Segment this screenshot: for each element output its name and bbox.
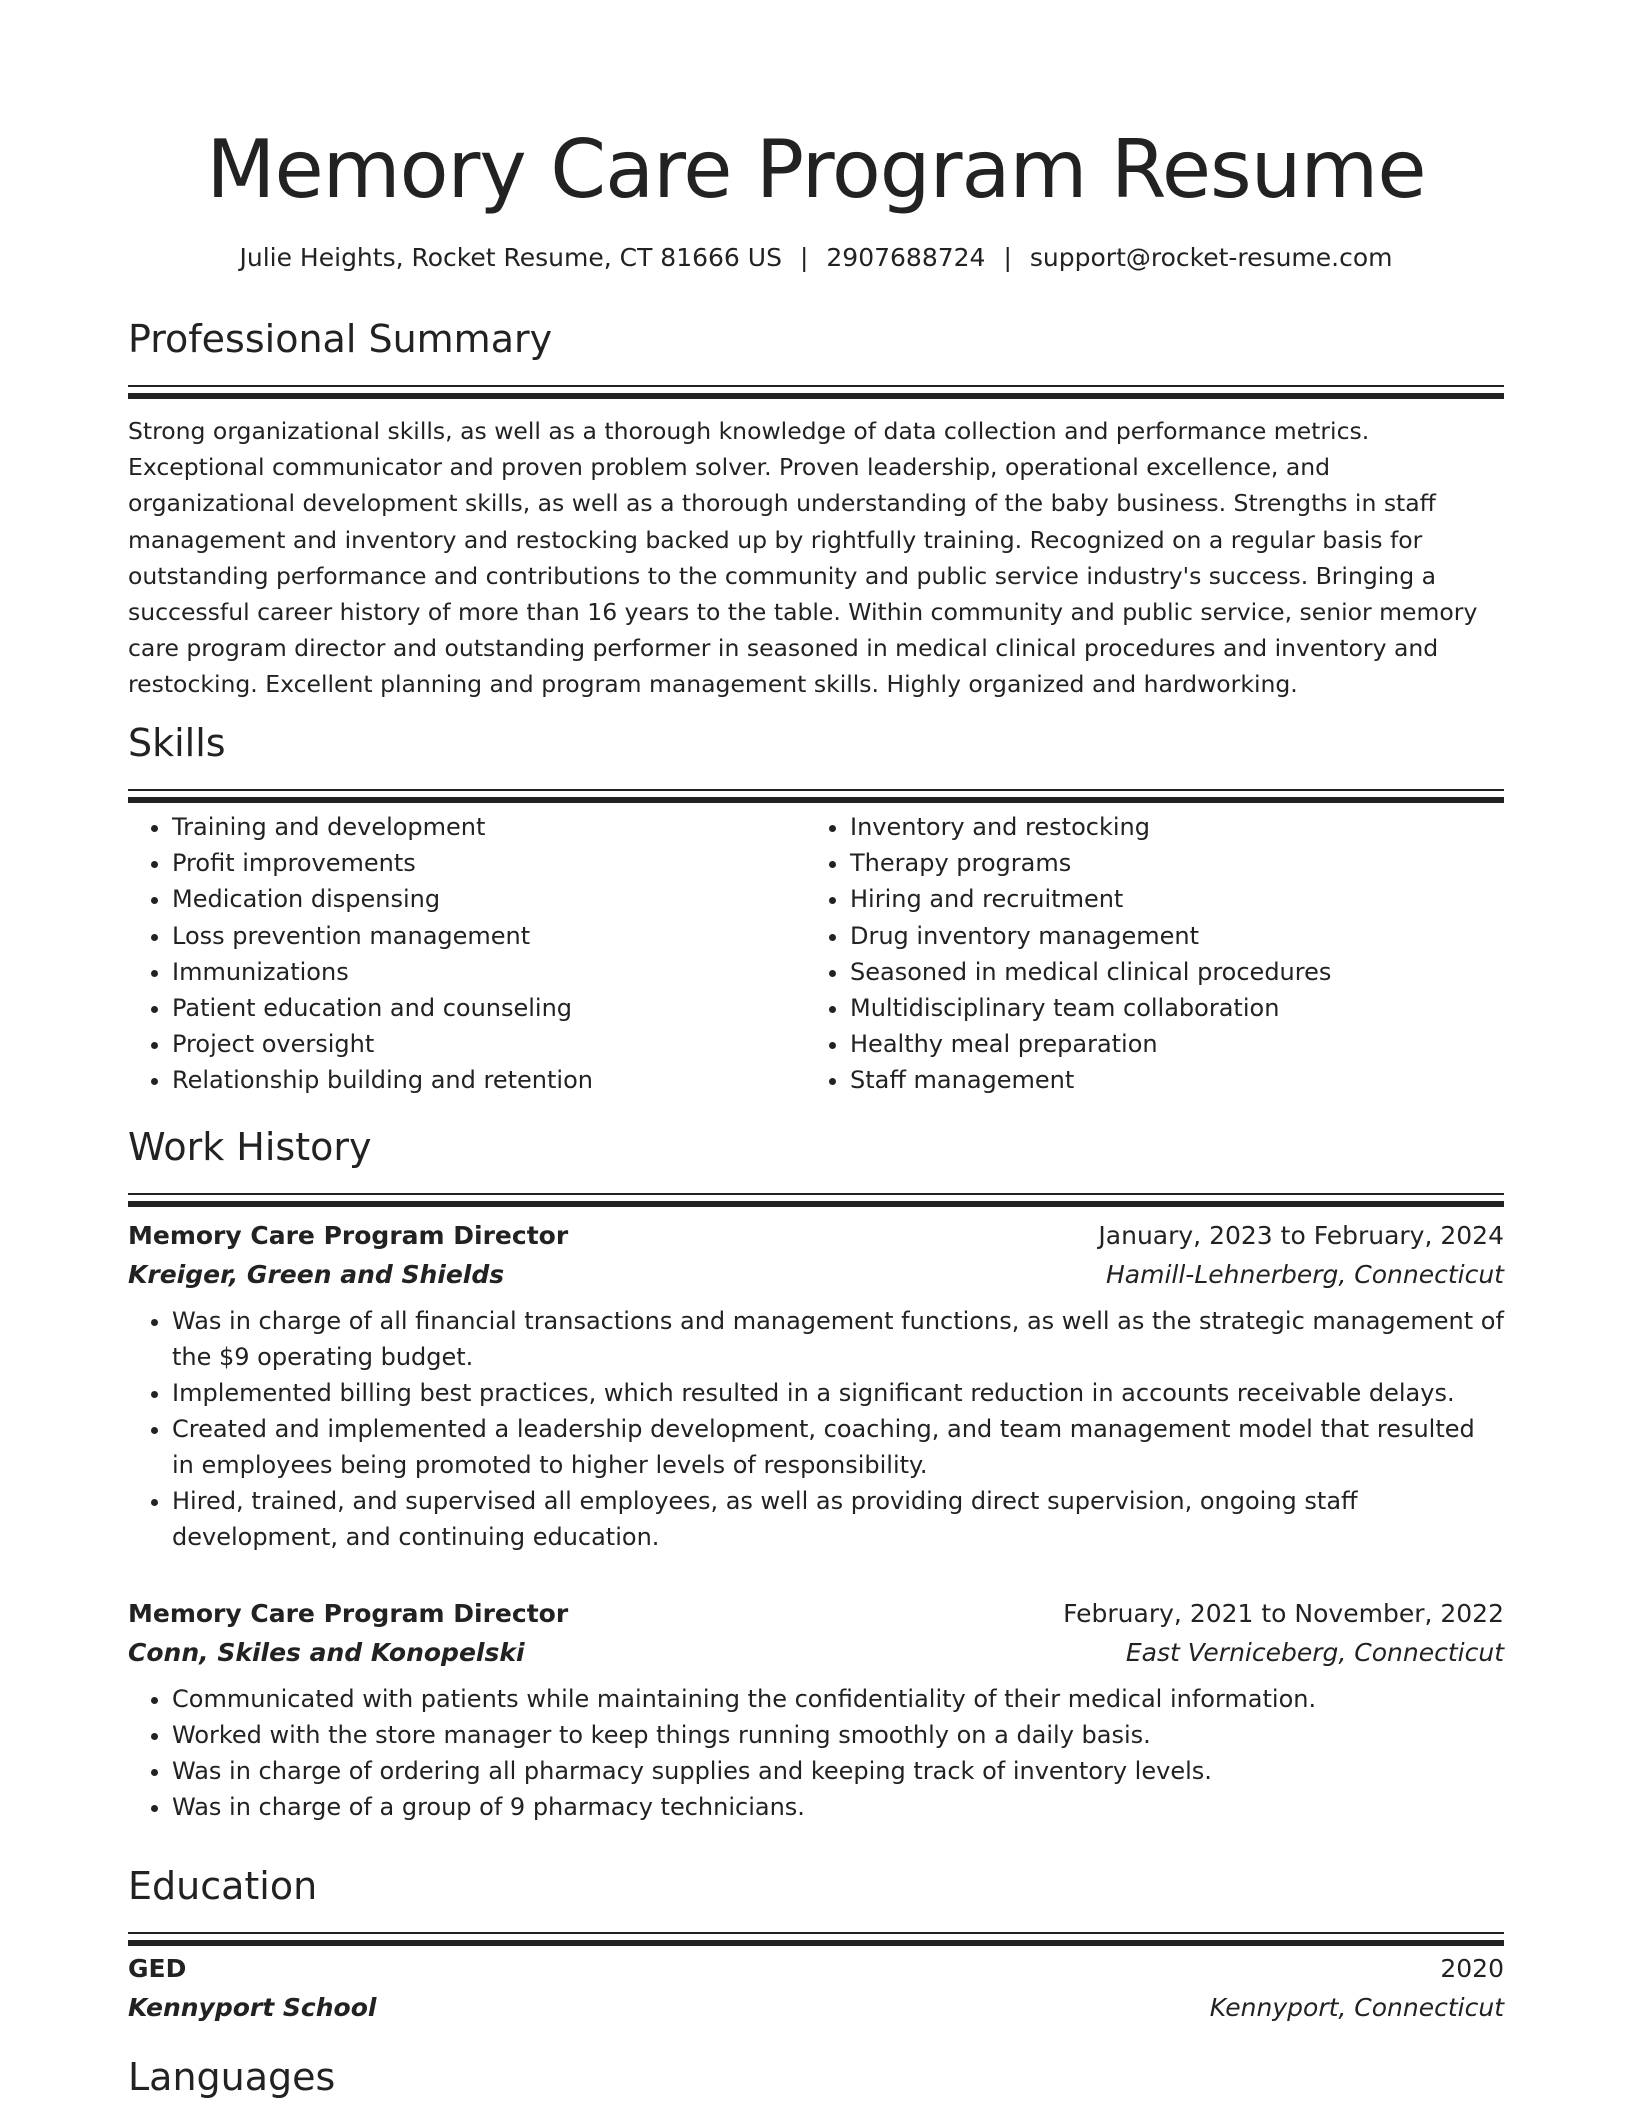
job-dates: January, 2023 to February, 2024	[1098, 1221, 1504, 1250]
skill-item: • Staff management	[850, 1062, 1484, 1098]
skills-list-left	[128, 809, 806, 1099]
resume-page	[128, 0, 1504, 2099]
job-company: Kreiger, Green and Shields	[128, 1260, 505, 1289]
job-bullet: • Was in charge of a group of 9 pharmacy technicians.	[172, 1789, 1504, 1825]
resume-title: Memory Care Program Resume	[206, 123, 1426, 216]
skill-item: • Hiring and recruitment	[850, 881, 1484, 917]
education-header	[128, 1950, 1504, 1988]
skills-list-right	[806, 809, 1484, 1099]
skill-item: • Patient education and counseling	[172, 990, 806, 1026]
job-bullet: • Implemented billing best practices, which resulted in a significant reduction in accounts receivable delays.	[172, 1375, 1504, 1411]
education-subheader	[128, 1988, 1504, 2028]
section-divider	[128, 1932, 1504, 1938]
job-bullet: • Hired, trained, and supervised all employees, as well as providing direct supervision, ongoing staff development, and continuing education.	[172, 1483, 1504, 1555]
education-year: 2020	[1440, 1954, 1504, 1983]
skill-item: • Relationship building and retention	[172, 1062, 806, 1098]
section-heading-skills: Skills	[128, 721, 226, 765]
skill-item: • Inventory and restocking	[850, 809, 1484, 845]
education-school: Kennyport School	[128, 1993, 377, 2022]
job-location: East Verniceberg, Connecticut	[1125, 1638, 1504, 1667]
section-heading-education: Education	[128, 1864, 318, 1908]
skill-item: • Immunizations	[172, 954, 806, 990]
job-entry	[128, 1217, 1504, 1555]
education-degree: GED	[128, 1954, 187, 1983]
skill-item: • Therapy programs	[850, 845, 1484, 881]
section-heading-work: Work History	[128, 1125, 372, 1169]
job-bullet: • Communicated with patients while maintaining the confidentiality of their medical information.	[172, 1681, 1504, 1717]
skill-item: • Loss prevention management	[172, 918, 806, 954]
job-subheader	[128, 1255, 1504, 1295]
job-entry	[128, 1595, 1504, 1825]
summary-text: Strong organizational skills, as well as a thorough knowledge of data collection and performance metrics. Exceptional communicator and proven problem solver. Proven leadership, operational excellence, and organizational development skills, as well as a thorough understanding of the baby business. Strengths in staff management and inventory and restocking backed up by rightfully training. Recognized on a regular basis for outstanding performance and contributions to the community and public service industry's success. Bringing a successful career history of more than 16 years to the table. Within community and public service, senior memory care program director and outstanding performer in seasoned in medical clinical procedures and inventory and restocking. Excellent planning and program management skills. Highly organized and hardworking.	[128, 417, 1478, 699]
skill-item: • Seasoned in medical clinical procedures	[850, 954, 1484, 990]
job-bullets	[128, 1303, 1504, 1555]
job-header	[128, 1595, 1504, 1633]
job-bullet: • Was in charge of ordering all pharmacy supplies and keeping track of inventory levels.	[172, 1753, 1504, 1789]
job-company: Conn, Skiles and Konopelski	[128, 1638, 525, 1667]
skill-item: • Training and development	[172, 809, 806, 845]
section-heading-summary: Professional Summary	[128, 317, 553, 361]
job-subheader	[128, 1633, 1504, 1673]
skills-section	[128, 717, 1504, 1099]
education-entry	[128, 1950, 1504, 2028]
job-bullet: • Created and implemented a leadership development, coaching, and team management model that resulted in employees being promoted to higher levels of responsibility.	[172, 1411, 1504, 1483]
languages-section	[128, 2051, 1504, 2103]
job-bullets	[128, 1681, 1504, 1825]
education-location: Kennyport, Connecticut	[1209, 1993, 1504, 2022]
contact-email: support@rocket-resume.com	[1029, 243, 1393, 272]
job-dates: February, 2021 to November, 2022	[1063, 1599, 1504, 1628]
job-location: Hamill-Lehnerberg, Connecticut	[1106, 1260, 1504, 1289]
job-bullet: • Was in charge of all financial transactions and management functions, as well as the strategic management of the $9 operating budget.	[172, 1303, 1504, 1375]
contact-separator: |	[799, 243, 809, 272]
section-divider	[128, 1193, 1504, 1199]
contact-line	[128, 240, 1504, 276]
education-section	[128, 1860, 1504, 1938]
job-position: Memory Care Program Director	[128, 1599, 569, 1628]
contact-phone: 2907688724	[826, 243, 986, 272]
section-divider	[128, 385, 1504, 391]
contact-address: Julie Heights, Rocket Resume, CT 81666 US	[239, 243, 782, 272]
skill-item: • Multidisciplinary team collaboration	[850, 990, 1484, 1026]
skill-item: • Healthy meal preparation	[850, 1026, 1484, 1062]
section-heading-languages: Languages	[128, 2055, 336, 2099]
skill-item: • Medication dispensing	[172, 881, 806, 917]
skill-item: • Drug inventory management	[850, 918, 1484, 954]
skills-columns	[128, 809, 1504, 1099]
skill-item: • Profit improvements	[172, 845, 806, 881]
job-bullet: • Worked with the store manager to keep things running smoothly on a daily basis.	[172, 1717, 1504, 1753]
section-divider	[128, 789, 1504, 795]
work-section	[128, 1121, 1504, 1199]
job-header	[128, 1217, 1504, 1255]
job-position: Memory Care Program Director	[128, 1221, 569, 1250]
contact-separator: |	[1003, 243, 1012, 272]
skill-item: • Project oversight	[172, 1026, 806, 1062]
summary-section	[128, 313, 1504, 703]
